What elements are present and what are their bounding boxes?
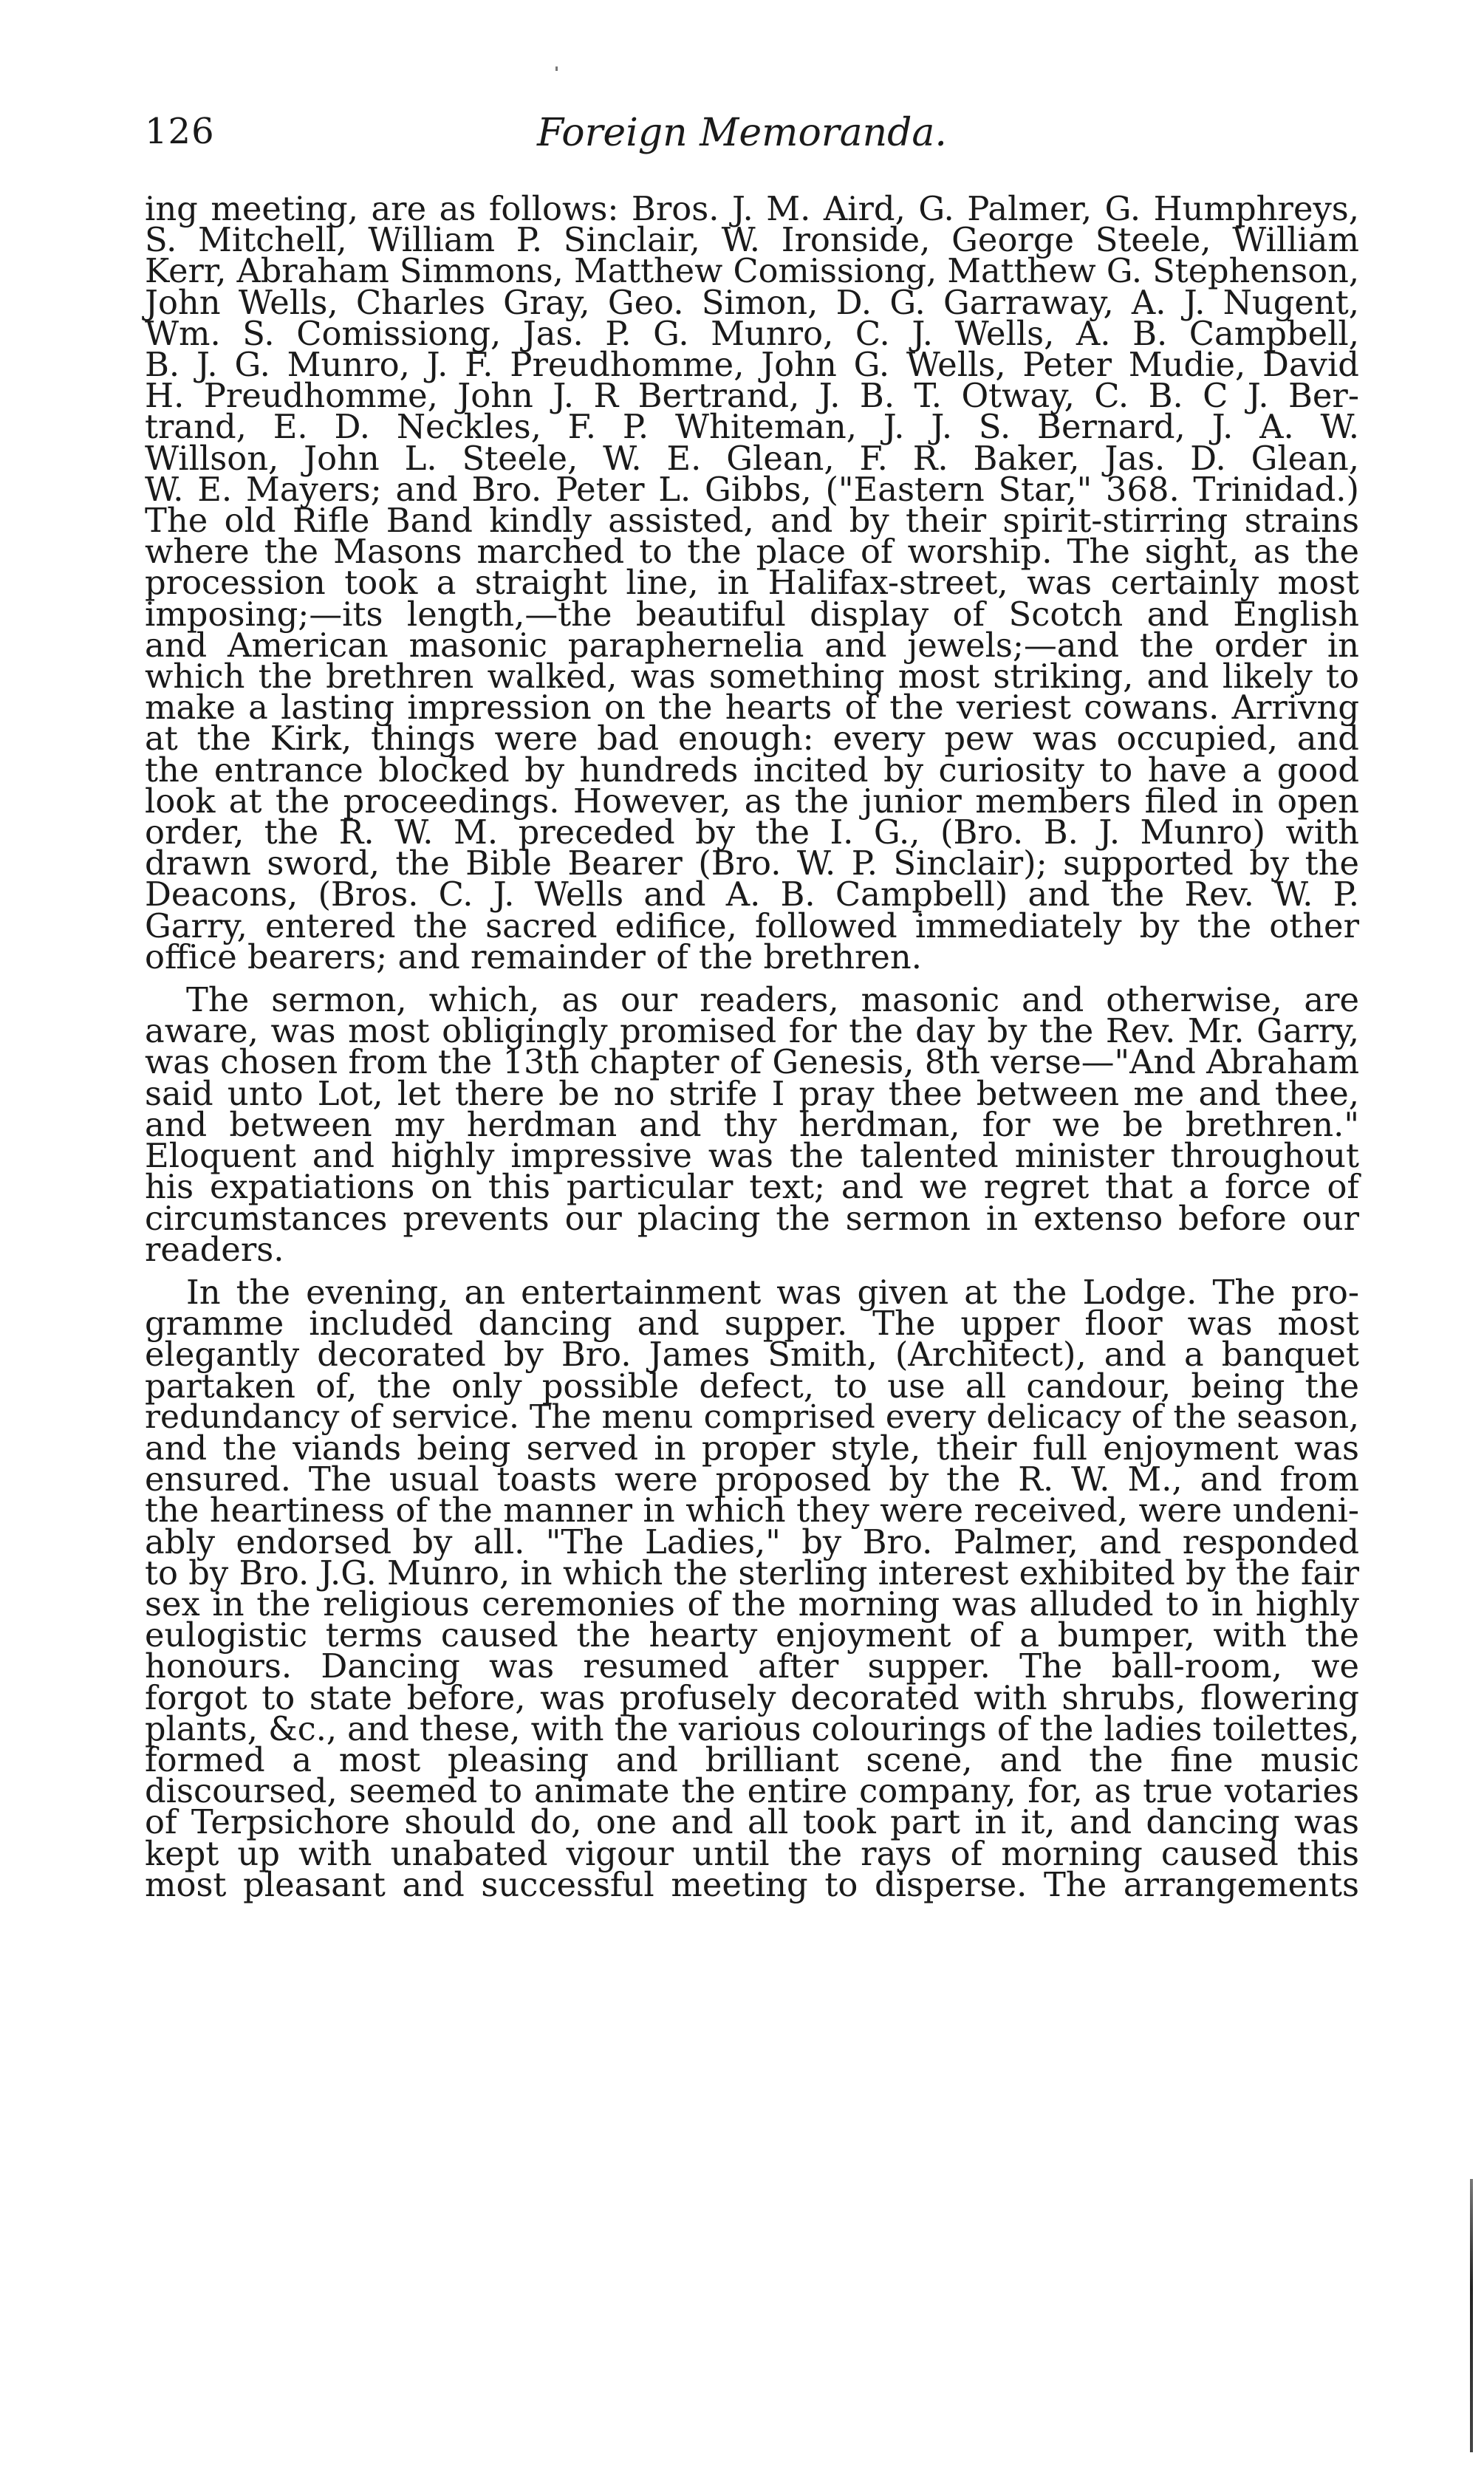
text-line: Deacons, (Bros. C. J. Wells and A. B. Campbell) and the Rev. W. P. bbox=[145, 875, 1359, 914]
running-title: Foreign Memoranda. bbox=[537, 111, 947, 155]
text-line: make a lasting impression on the hearts of the veriest cowans. Arrivng bbox=[145, 688, 1359, 728]
paragraph bbox=[145, 980, 1359, 1269]
text-line: The sermon, which, as our readers, masonic and otherwise, are bbox=[186, 980, 1359, 1020]
paragraph bbox=[145, 1272, 1360, 1904]
text-line: ing meeting, are as follows: Bros. J. M. Aird, G. Palmer, G. Humphreys, bbox=[145, 189, 1359, 228]
text-line: office bearers; and remainder of the brethren. bbox=[145, 937, 922, 976]
text-line: elegantly decorated by Bro. James Smith, (Architect), and a banquet bbox=[145, 1335, 1359, 1375]
text-line: at the Kirk, things were bad enough: every pew was occupied, and bbox=[145, 719, 1359, 759]
text-line: was chosen from the 13th chapter of Genesis, 8th verse—"And Abraham bbox=[145, 1042, 1359, 1082]
text-line: to by Bro. J.G. Munro, in which the sterling interest exhibited by the fair bbox=[145, 1553, 1359, 1592]
text-line: Willson, John L. Steele, W. E. Glean, F. R. Baker, Jas. D. Glean, bbox=[145, 438, 1359, 478]
text-line: aware, was most obligingly promised for the day by the Rev. Mr. Garry, bbox=[145, 1011, 1359, 1051]
text-line: Garry, entered the sacred edifice, followed immediately by the other bbox=[145, 906, 1359, 945]
text-line: S. Mitchell, William P. Sinclair, W. Ironside, George Steele, William bbox=[145, 220, 1359, 260]
text-line: order, the R. W. M. preceded by the I. G., (Bro. B. J. Munro) with bbox=[145, 812, 1359, 852]
text-line: the entrance blocked by hundreds incited by curiosity to have a good bbox=[145, 750, 1359, 790]
text-line: said unto Lot, let there be no strife I pray thee between me and thee, bbox=[145, 1073, 1359, 1113]
body-text bbox=[145, 189, 1360, 1904]
text-line: In the evening, an entertainment was given at the Lodge. The pro- bbox=[186, 1272, 1359, 1312]
text-line: formed a most pleasing and brilliant scene, and the fine music bbox=[145, 1739, 1359, 1779]
text-line: ably endorsed by all. "The Ladies," by Bro. Palmer, and responded bbox=[145, 1522, 1359, 1561]
text-line: forgot to state before, was profusely decorated with shrubs, flowering bbox=[145, 1677, 1359, 1717]
text-line: and between my herdman and thy herdman, for we be brethren." bbox=[145, 1104, 1359, 1144]
text-line: and the viands being served in proper style, their full enjoyment was bbox=[145, 1428, 1359, 1468]
text-line: readers. bbox=[145, 1229, 284, 1269]
text-line: partaken of, the only possible defect, to use all candour, being the bbox=[145, 1366, 1359, 1406]
text-line: W. E. Mayers; and Bro. Peter L. Gibbs, ("Eastern Star," 368. Trinidad.) bbox=[145, 469, 1359, 509]
text-line: H. Preudhomme, John J. R Bertrand, J. B. T. Otway, C. B. C J. Ber- bbox=[145, 376, 1359, 416]
text-line: Wm. S. Comissiong, Jas. P. G. Munro, C. J. Wells, A. B. Campbell, bbox=[145, 313, 1359, 353]
text-line: B. J. G. Munro, J. F. Preudhomme, John G. Wells, Peter Mudie, David bbox=[145, 345, 1359, 385]
text-line: John Wells, Charles Gray, Geo. Simon, D. G. Garraway, A. J. Nugent, bbox=[145, 282, 1359, 322]
margin-rule bbox=[1470, 2179, 1473, 2452]
paragraph bbox=[145, 189, 1359, 976]
text-line: plants, &c., and these, with the various colourings of the ladies toilettes, bbox=[145, 1709, 1360, 1748]
paper-speck bbox=[555, 66, 558, 71]
text-line: ensured. The usual toasts were proposed by the R. W. M., and from bbox=[145, 1460, 1359, 1499]
text-line: where the Masons marched to the place of worship. The sight, as the bbox=[145, 532, 1359, 572]
page-number: 126 bbox=[145, 111, 215, 152]
text-line: redundancy of service. The menu comprised every delicacy of the season, bbox=[145, 1398, 1359, 1436]
text-line: sex in the religious ceremonies of the morning was alluded to in highly bbox=[145, 1584, 1359, 1624]
text-line: imposing;—its length,—the beautiful display of Scotch and English bbox=[145, 594, 1359, 634]
text-line: procession took a straight line, in Halifax-street, was certainly most bbox=[145, 563, 1359, 603]
text-line: The old Rifle Band kindly assisted, and by their spirit-stirring strains bbox=[145, 501, 1359, 541]
text-line: trand, E. D. Neckles, F. P. Whiteman, J. J. S. Bernard, J. A. W. bbox=[145, 407, 1359, 447]
text-line: drawn sword, the Bible Bearer (Bro. W. P. Sinclair); supported by the bbox=[145, 844, 1359, 883]
text-line: most pleasant and successful meeting to disperse. The arrangements bbox=[145, 1864, 1359, 1904]
text-line: Kerr, Abraham Simmons, Matthew Comissiong, Matthew G. Stephenson, bbox=[145, 252, 1359, 291]
text-line: honours. Dancing was resumed after supper. The ball-room, we bbox=[145, 1646, 1359, 1686]
text-line: Eloquent and highly impressive was the talented minister throughout bbox=[145, 1136, 1359, 1176]
text-line: look at the proceedings. However, as the junior members filed in open bbox=[145, 781, 1359, 821]
text-line: which the brethren walked, was something most striking, and likely to bbox=[145, 657, 1359, 697]
text-line: kept up with unabated vigour until the rays of morning caused this bbox=[145, 1833, 1359, 1873]
text-line: circumstances prevents our placing the sermon in extenso before our bbox=[145, 1198, 1359, 1238]
text-line: discoursed, seemed to animate the entire company, for, as true votaries bbox=[145, 1771, 1359, 1811]
text-line: of Terpsichore should do, one and all took part in it, and dancing was bbox=[145, 1802, 1359, 1842]
text-line: the heartiness of the manner in which they were received, were undeni- bbox=[145, 1491, 1359, 1530]
text-line: his expatiations on this particular text; and we regret that a force of bbox=[145, 1167, 1359, 1207]
text-line: gramme included dancing and supper. The upper floor was most bbox=[145, 1304, 1359, 1344]
text-line: and American masonic paraphernelia and jewels;—and the order in bbox=[145, 625, 1359, 665]
text-line: eulogistic terms caused the hearty enjoyment of a bumper, with the bbox=[145, 1615, 1359, 1655]
